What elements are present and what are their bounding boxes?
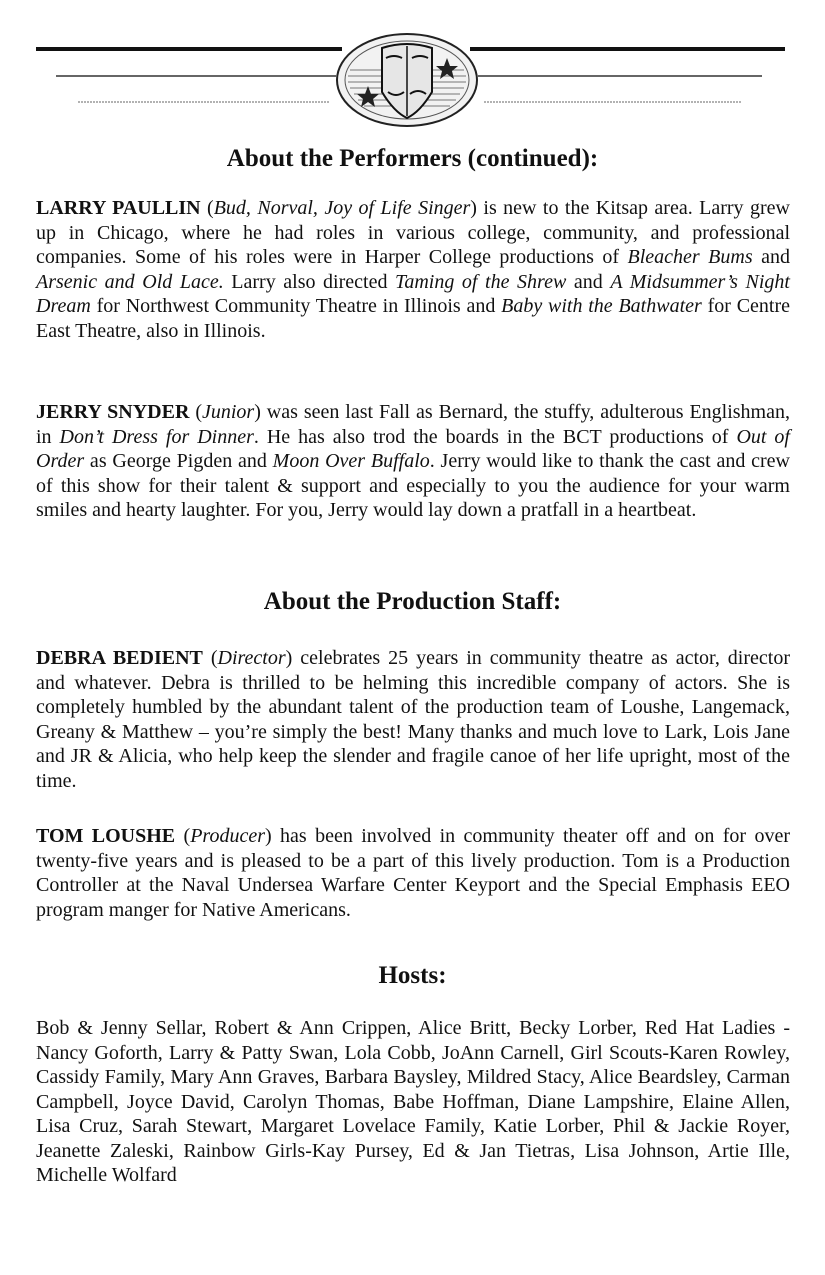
header-decoration: [0, 0, 825, 140]
show-title: A Midsummer’s Night Dream: [36, 270, 790, 317]
bio-text: celebrates 25 years in community theatre as actor, director and whatever. Debra is thrilled to be helming this incredible company of actors. She is completely humbled by the abundant talent of the production team of Loushe, Langemack, Greany & Matthew – you’re simply the best! Many thanks and much love to Lark, Lois Jane and JR & Alicia, who help keep the slender and fragile canoe of her life upright, most of the time.: [36, 647, 790, 792]
bio-text: was seen last Fall as Bernard, the stuffy, adulterous Englishman, in: [36, 401, 790, 448]
bio-text: as George Pigden and: [84, 450, 273, 472]
bio-larry-paullin: LARRY PAULLIN (Bud, Norval, Joy of Life Singer) is new to the Kitsap area. Larry grew up in Chicago, where he had roles in various college, community, and professional companies. Some of his roles were in Harper College productions of Bleacher Bums and Arsenic and Old Lace. Larry also directed Taming of the Shrew and A Midsummer’s Night Dream for Northwest Community Theatre in Illinois and Baby with the Bathwater for Centre East Theatre, also in Illinois.: [36, 197, 790, 342]
staff-role: Director: [217, 647, 286, 669]
show-title: Bleacher Bums: [627, 246, 753, 268]
performer-role: Junior: [201, 401, 255, 423]
staff-name: TOM LOUSHE: [36, 825, 176, 847]
bio-text: has been involved in community theater off and on for over twenty-five years and is pleased to be a part of this lively production. Tom is a Production Controller at the Naval Undersea Warfare Center Keyport and the Special Emphasis EEO program manger for Native Americans.: [36, 825, 790, 921]
header-rules: [0, 0, 825, 140]
bio-text: and: [752, 246, 790, 268]
performer-role: Bud, Norval, Joy of Life Singer: [213, 197, 471, 219]
staff-heading: About the Production Staff:: [263, 588, 562, 615]
bio-text: is new to the Kitsap area. Larry grew up in Chicago, where he had roles in various college, community, and professional companies. Some of his roles were in Harper College productions of: [36, 197, 790, 268]
hosts-heading: Hosts:: [378, 962, 447, 989]
bio-jerry-snyder: JERRY SNYDER (Junior) was seen last Fall as Bernard, the stuffy, adulterous Englishman, in Don’t Dress for Dinner. He has also trod the boards in the BCT productions of Out of Order as George Pigden and Moon Over Buffalo. Jerry would like to thank the cast and crew of this show for their talent & support and especially to you the audience for your warm smiles and hearty laughter. For you, Jerry would lay down a pratfall in a heartbeat.: [36, 401, 790, 521]
hosts-list: Bob & Jenny Sellar, Robert & Ann Crippen, Alice Britt, Becky Lorber, Red Hat Ladies -Nancy Goforth, Larry & Patty Swan, Lola Cobb, JoAnn Carnell, Girl Scouts-Karen Rowley, Cassidy Family, Mary Ann Graves, Barbara Baysley, Mildred Stacy, Alice Beardsley, Carman Campbell, Joyce David, Carolyn Thomas, Babe Hoffman, Diane Lampshire, Elaine Allen, Lisa Cruz, Sarah Stewart, Margaret Lovelace Family, Katie Lorber, Phil & Jackie Royer, Jeanette Zaleski, Rainbow Girls-Kay Pursey, Ed & Jan Tietras, Lisa Johnson, Artie Ille, Michelle Wolfard: [36, 1017, 790, 1186]
show-title: Out of Order: [36, 425, 790, 472]
bio-text: . He has also trod the boards in the BCT productions of: [253, 425, 737, 448]
show-title: Don’t Dress for Dinner: [59, 425, 254, 448]
bio-text: and: [566, 270, 611, 293]
show-title: Arsenic and Old Lace.: [36, 270, 224, 293]
performers-heading: About the Performers (continued):: [226, 145, 599, 172]
bio-text: for Northwest Community Theatre in Illinois and: [90, 295, 502, 317]
theatre-masks-star-emblem-icon: [337, 34, 477, 126]
staff-name: DEBRA BEDIENT: [36, 647, 203, 669]
bio-text: Larry also directed: [223, 270, 396, 293]
staff-role: Producer: [190, 825, 265, 847]
bio-tom-loushe: TOM LOUSHE (Producer) has been involved in community theater off and on for over twenty-five years and is pleased to be a part of this lively production. Tom is a Production Controller at the Naval Undersea Warfare Center Keyport and the Special Emphasis EEO program manger for Native Americans.: [36, 825, 790, 921]
show-title: Moon Over Buffalo: [272, 450, 430, 472]
performer-name: JERRY SNYDER: [36, 401, 190, 423]
bio-text: for Centre East Theatre, also in Illinois.: [36, 295, 790, 342]
show-title: Baby with the Bathwater: [501, 295, 702, 317]
bio-debra-bedient: DEBRA BEDIENT (Director) celebrates 25 years in community theatre as actor, director and whatever. Debra is thrilled to be helming this incredible company of actors. She is completely humbled by the abundant talent of the production team of Loushe, Langemack, Greany & Matthew – you’re simply the best! Many thanks and much love to Lark, Lois Jane and JR & Alicia, who help keep the slender and fragile canoe of her life upright, most of the time.: [36, 647, 790, 792]
show-title: Taming of the Shrew: [395, 270, 567, 293]
performer-name: LARRY PAULLIN: [36, 197, 201, 219]
bio-text: . Jerry would like to thank the cast and crew of this show for their talent & support and especially to you the audience for your warm smiles and hearty laughter. For you, Jerry would lay down a pratfall in a heartbeat.: [36, 450, 790, 521]
